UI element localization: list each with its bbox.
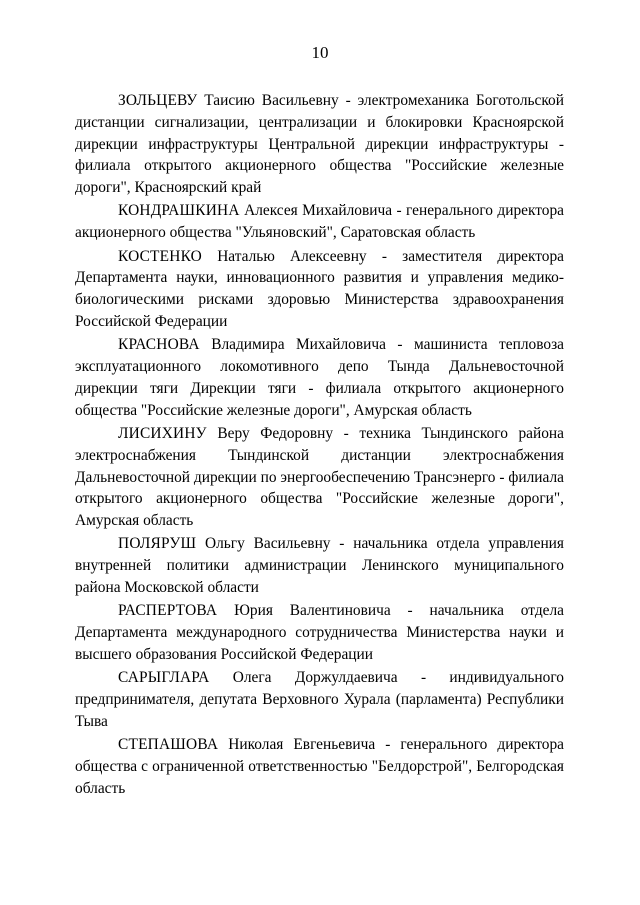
list-item — [75, 246, 564, 333]
list-item — [75, 423, 564, 532]
person-surname: СТЕПАШОВА — [118, 736, 219, 754]
person-details: Олега Доржулдаевича - индивидуального предпринимателя, депутата Верховного Хурала (парламента) Республики Тыва — [75, 669, 564, 730]
person-details: Алексея Михайловича - генерального директора акционерного общества "Ульяновский", Саратовская область — [75, 202, 564, 242]
list-item — [75, 334, 564, 421]
list-item — [75, 667, 564, 732]
list-item — [75, 533, 564, 598]
person-surname: ЛИСИХИНУ — [118, 424, 207, 442]
person-surname: КРАСНОВА — [118, 336, 200, 354]
person-surname: КОСТЕНКО — [118, 247, 202, 265]
person-details: Владимира Михайловича - машиниста тепловоза эксплуатационного локомотивного депо Тында Дальневосточной дирекции тяги Дирекции тяги - филиала открытого акционерного общества "Российские железные дороги", Амурская область — [75, 336, 564, 419]
person-details: Ольгу Васильевну - начальника отдела управления внутренней политики администрации Ленинского муниципального района Московской области — [75, 535, 564, 597]
person-details: Наталью Алексеевну - заместителя директора Департамента науки, инновационного развития и управления медико-биологическими рисками здоровью Министерства здравоохранения Российской Федерации — [75, 247, 564, 330]
list-item — [75, 734, 564, 799]
person-details: Таисию Васильевну - электромеханика Боготольской дистанции сигнализации, централизации и блокировки Красноярской дирекции инфраструктуры Центральной дирекции инфраструктуры - филиала открытого акционерного общества "Российские железные дороги", Красноярский край — [75, 92, 564, 197]
person-surname: РАСПЕРТОВА — [118, 602, 218, 620]
page-number: 10 — [311, 43, 329, 62]
person-details: Юрия Валентиновича - начальника отдела Департамента международного сотрудничества Министерства науки и высшего образования Российской Федерации — [75, 602, 564, 663]
person-details: Николая Евгеньевича - генерального директора общества с ограниченной ответственностью "Белдорстрой", Белгородская область — [75, 736, 564, 797]
person-surname: ПОЛЯРУШ — [118, 535, 197, 553]
list-item — [75, 200, 564, 244]
list-item — [75, 600, 564, 665]
award-list — [75, 90, 564, 800]
person-surname: ЗОЛЬЦЕВУ — [118, 92, 198, 109]
person-surname: САРЫГЛАРА — [118, 669, 210, 687]
list-item — [75, 90, 564, 199]
person-details: Веру Федоровну - техника Тындинского района электроснабжения Тындинской дистанции электроснабжения Дальневосточной дирекции по энергообеспечению Трансэнерго - филиала открытого акционерного общества "Российские железные дороги", Амурская область — [75, 424, 564, 530]
person-surname: КОНДРАШКИНА — [118, 202, 240, 220]
